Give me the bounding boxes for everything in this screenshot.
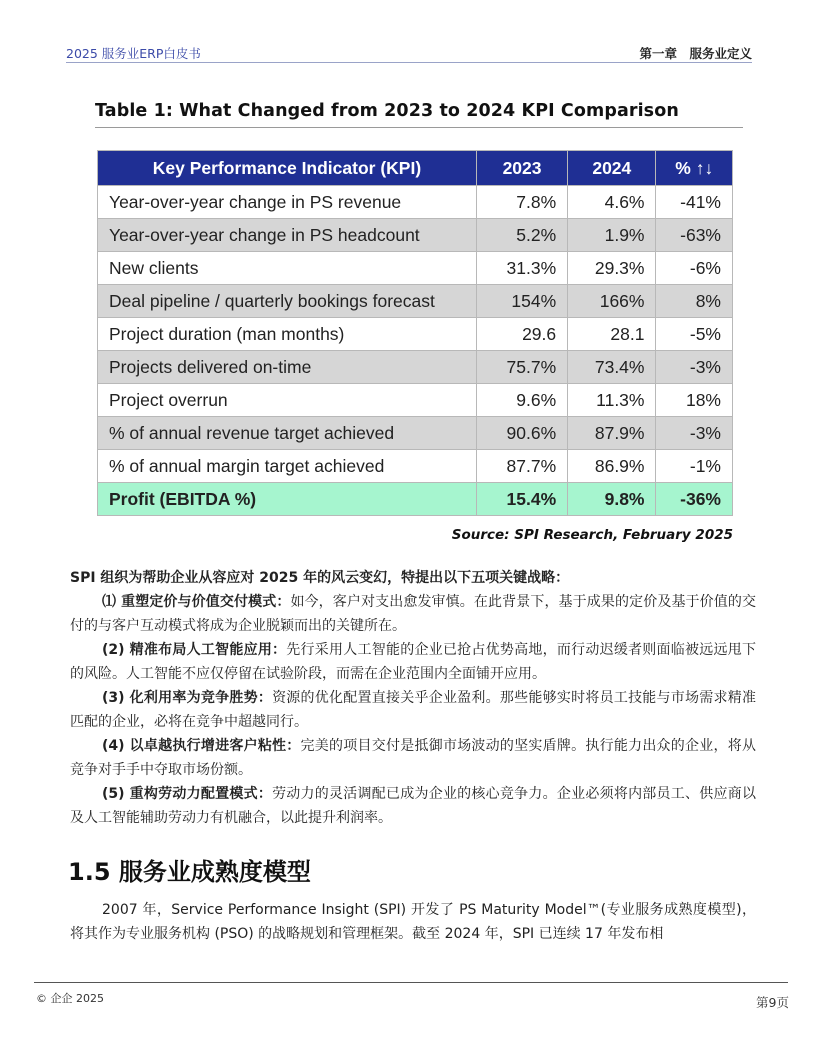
value-2024-cell: 11.3% (568, 384, 656, 417)
value-2023-cell: 31.3% (476, 252, 567, 285)
value-2024-cell: 28.1 (568, 318, 656, 351)
table-source: Source: SPI Research, February 2025 (451, 527, 733, 543)
value-2023-cell: 7.8% (476, 186, 567, 219)
value-2024-cell: 4.6% (568, 186, 656, 219)
change-cell: -5% (656, 318, 733, 351)
table-row (98, 219, 733, 252)
change-cell: 8% (656, 285, 733, 318)
header-doc-title: 2025 服务业ERP白皮书 (66, 46, 201, 61)
list-item (70, 590, 756, 638)
value-2024-cell: 87.9% (568, 417, 656, 450)
value-2023-cell: 90.6% (476, 417, 567, 450)
kpi-name-cell: Project duration (man months) (98, 318, 477, 351)
table-row (98, 318, 733, 351)
change-cell: -36% (656, 483, 733, 516)
footer-copyright: © 企企 2025 (36, 992, 104, 1005)
change-cell: -63% (656, 219, 733, 252)
item-text: 如今，客户对支出愈发审慎。在此背景下，基于成果的定价及基于价值的交付的与客户互动模式将成为企业脱颖而出的关键所在。 (70, 594, 757, 634)
table-total-row (98, 483, 733, 516)
value-2023-cell: 87.7% (476, 450, 567, 483)
change-cell: -1% (656, 450, 733, 483)
table-title: Table 1: What Changed from 2023 to 2024 KPI Comparison (95, 101, 679, 121)
value-2023-cell: 75.7% (476, 351, 567, 384)
value-2024-cell: 29.3% (568, 252, 656, 285)
item-text: 资源的优化配置直接关乎企业盈利。那些能够实时将员工技能与市场需求精准匹配的企业，必将在竞争中超越同行。 (70, 690, 756, 730)
change-cell: 18% (656, 384, 733, 417)
table-row (98, 417, 733, 450)
table-row (98, 384, 733, 417)
column-header-kpi: Key Performance Indicator (KPI) (98, 151, 477, 186)
value-2024-cell: 1.9% (568, 219, 656, 252)
kpi-name-cell: Project overrun (98, 384, 477, 417)
footer-divider (34, 982, 788, 983)
value-2023-cell: 15.4% (476, 483, 567, 516)
item-text: 先行采用人工智能的企业已抢占优势高地，而行动迟缓者则面临被远远甩下的风险。人工智能不应仅停留在试验阶段，而需在企业范围内全面铺开应用。 (70, 642, 756, 682)
list-item (70, 734, 756, 782)
section-paragraph (70, 898, 756, 946)
item-title: ⑴ 重塑定价与价值交付模式： (102, 594, 291, 610)
column-header-2023: 2023 (476, 151, 567, 186)
intro-text: SPI 组织为帮助企业从容应对 2025 年的风云变幻，特提出以下五项关键战略： (70, 570, 570, 586)
kpi-name-cell: Year-over-year change in PS headcount (98, 219, 477, 252)
item-title: (5) 重构劳动力配置模式： (102, 786, 273, 802)
kpi-table (97, 150, 733, 516)
section-text: 2007 年，Service Performance Insight (SPI) 开发了 PS Maturity Model™(专业服务成熟度模型)，将其作为专业服务机构 (PSO) 的战略规划和管理框架。截至 2024 年，SPI 已连续 17 年发布相 (70, 902, 756, 942)
list-item (70, 686, 756, 734)
list-item (70, 638, 756, 686)
table-row (98, 351, 733, 384)
page-number: 第9页 (756, 995, 789, 1010)
value-2023-cell: 29.6 (476, 318, 567, 351)
title-divider (95, 127, 743, 128)
section-heading: 1.5 服务业成熟度模型 (68, 858, 311, 886)
kpi-name-cell: Year-over-year change in PS revenue (98, 186, 477, 219)
table-header-row (98, 151, 733, 186)
table-row (98, 252, 733, 285)
value-2024-cell: 166% (568, 285, 656, 318)
table-row (98, 186, 733, 219)
table-row (98, 450, 733, 483)
kpi-name-cell: % of annual revenue target achieved (98, 417, 477, 450)
item-title: (4) 以卓越执行增进客户粘性： (102, 738, 301, 754)
kpi-name-cell: Profit (EBITDA %) (98, 483, 477, 516)
table-row (98, 285, 733, 318)
change-cell: -41% (656, 186, 733, 219)
page-header (66, 42, 752, 63)
kpi-name-cell: Projects delivered on-time (98, 351, 477, 384)
column-header-change: % ↑↓ (656, 151, 733, 186)
value-2024-cell: 73.4% (568, 351, 656, 384)
item-text: 劳动力的灵活调配已成为企业的核心竞争力。企业必须将内部员工、供应商以及人工智能辅助劳动力有机融合，以此提升利润率。 (70, 786, 756, 826)
value-2023-cell: 154% (476, 285, 567, 318)
list-item (70, 782, 756, 830)
header-chapter: 第一章 服务业定义 (639, 46, 752, 61)
item-title: (2) 精准布局人工智能应用： (102, 642, 287, 658)
item-text: 完美的项目交付是抵御市场波动的坚实盾牌。执行能力出众的企业，将从竞争对手手中夺取市场份额。 (70, 738, 756, 778)
item-title: (3) 化利用率为竞争胜势： (102, 690, 273, 706)
intro-paragraph (70, 566, 756, 590)
kpi-name-cell: Deal pipeline / quarterly bookings forecast (98, 285, 477, 318)
column-header-2024: 2024 (568, 151, 656, 186)
strategy-list (70, 590, 756, 830)
kpi-name-cell: % of annual margin target achieved (98, 450, 477, 483)
value-2023-cell: 9.6% (476, 384, 567, 417)
value-2023-cell: 5.2% (476, 219, 567, 252)
change-cell: -3% (656, 351, 733, 384)
change-cell: -3% (656, 417, 733, 450)
kpi-name-cell: New clients (98, 252, 477, 285)
value-2024-cell: 86.9% (568, 450, 656, 483)
value-2024-cell: 9.8% (568, 483, 656, 516)
change-cell: -6% (656, 252, 733, 285)
